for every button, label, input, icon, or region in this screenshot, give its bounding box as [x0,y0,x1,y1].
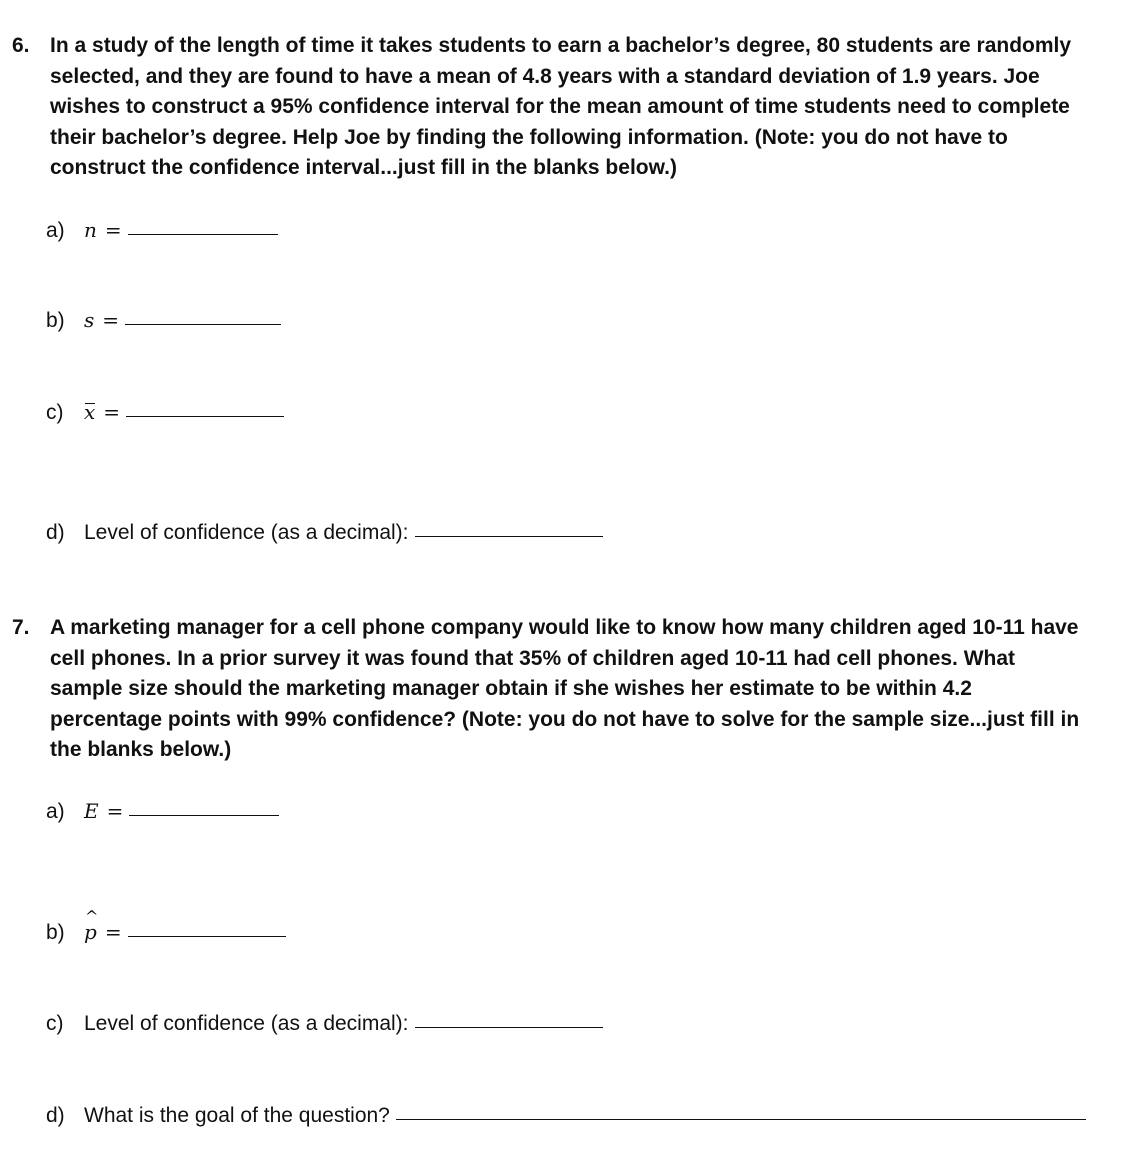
question-line: A marketing manager for a cell phone company would like to know how many children aged 10-11 have [50,616,1079,639]
part-label: a) [46,219,65,242]
part-text: Level of confidence (as a decimal): [84,521,409,544]
q7-part-b [46,920,286,945]
math-expression [84,400,126,424]
equals-sign: = [102,308,120,332]
question-text [50,31,1071,184]
variable-e: E [84,799,99,823]
q6-part-a [46,218,278,243]
question-line: the blanks below.) [50,738,232,762]
question-line: wishes to construct a 95% confidence interval for the mean amount of time students need to complete [50,95,1070,119]
q7-part-a [46,799,279,824]
answer-blank-confidence[interactable] [415,1026,603,1028]
answer-blank-confidence[interactable] [415,535,603,537]
question-line: In a study of the length of time it takes students to earn a bachelor’s degree, 80 students are randomly [50,34,1072,57]
variable-s: s [84,308,95,332]
answer-blank-n[interactable] [128,233,278,235]
equals-sign: = [103,400,121,424]
part-label: c) [46,401,64,424]
q6-part-c [46,400,284,425]
question-line: percentage points with 99% confidence? (Note: you do not have to solve for the sample size...just fill in [50,707,1080,731]
q6-part-b [46,308,281,333]
variable-p-hat: ^ p [84,920,97,944]
question-text [50,613,1079,766]
question-line: construct the confidence interval...just fill in the blanks below.) [50,156,677,180]
part-label: b) [46,309,65,332]
equals-sign: = [106,799,124,823]
question-number: 7. [12,616,30,639]
part-label: a) [46,800,65,823]
question-line: their bachelor’s degree. Help Joe by finding the following information. (Note: you do not have to [50,125,1008,149]
math-expression [84,308,125,332]
part-text: What is the goal of the question? [84,1104,390,1127]
variable-x-bar: x [84,400,96,424]
part-text: Level of confidence (as a decimal): [84,1012,409,1035]
question-line: selected, and they are found to have a mean of 4.8 years with a standard deviation of 1.9 years. Joe [50,64,1040,88]
variable-n: n [84,218,97,242]
part-label: d) [46,521,65,544]
answer-blank-e[interactable] [129,814,279,816]
answer-blank-x-bar[interactable] [126,415,284,417]
question-line: cell phones. In a prior survey it was found that 35% of children aged 10-11 had cell phones. What [50,646,1016,670]
q7-part-c [46,1012,603,1036]
q6-part-d [46,521,603,545]
part-label: b) [46,921,65,944]
math-expression [84,218,128,242]
part-label: c) [46,1012,64,1035]
answer-blank-p-hat[interactable] [128,935,286,937]
math-expression [84,920,128,944]
part-label: d) [46,1104,65,1127]
math-expression [84,799,129,823]
equals-sign: = [104,920,122,944]
question-line: sample size should the marketing manager obtain if she wishes her estimate to be within 4.2 [50,677,972,701]
q7-part-d [46,1104,1086,1128]
equals-sign: = [104,218,122,242]
answer-blank-goal[interactable] [396,1118,1086,1120]
question-number: 6. [12,34,30,57]
answer-blank-s[interactable] [125,323,281,325]
